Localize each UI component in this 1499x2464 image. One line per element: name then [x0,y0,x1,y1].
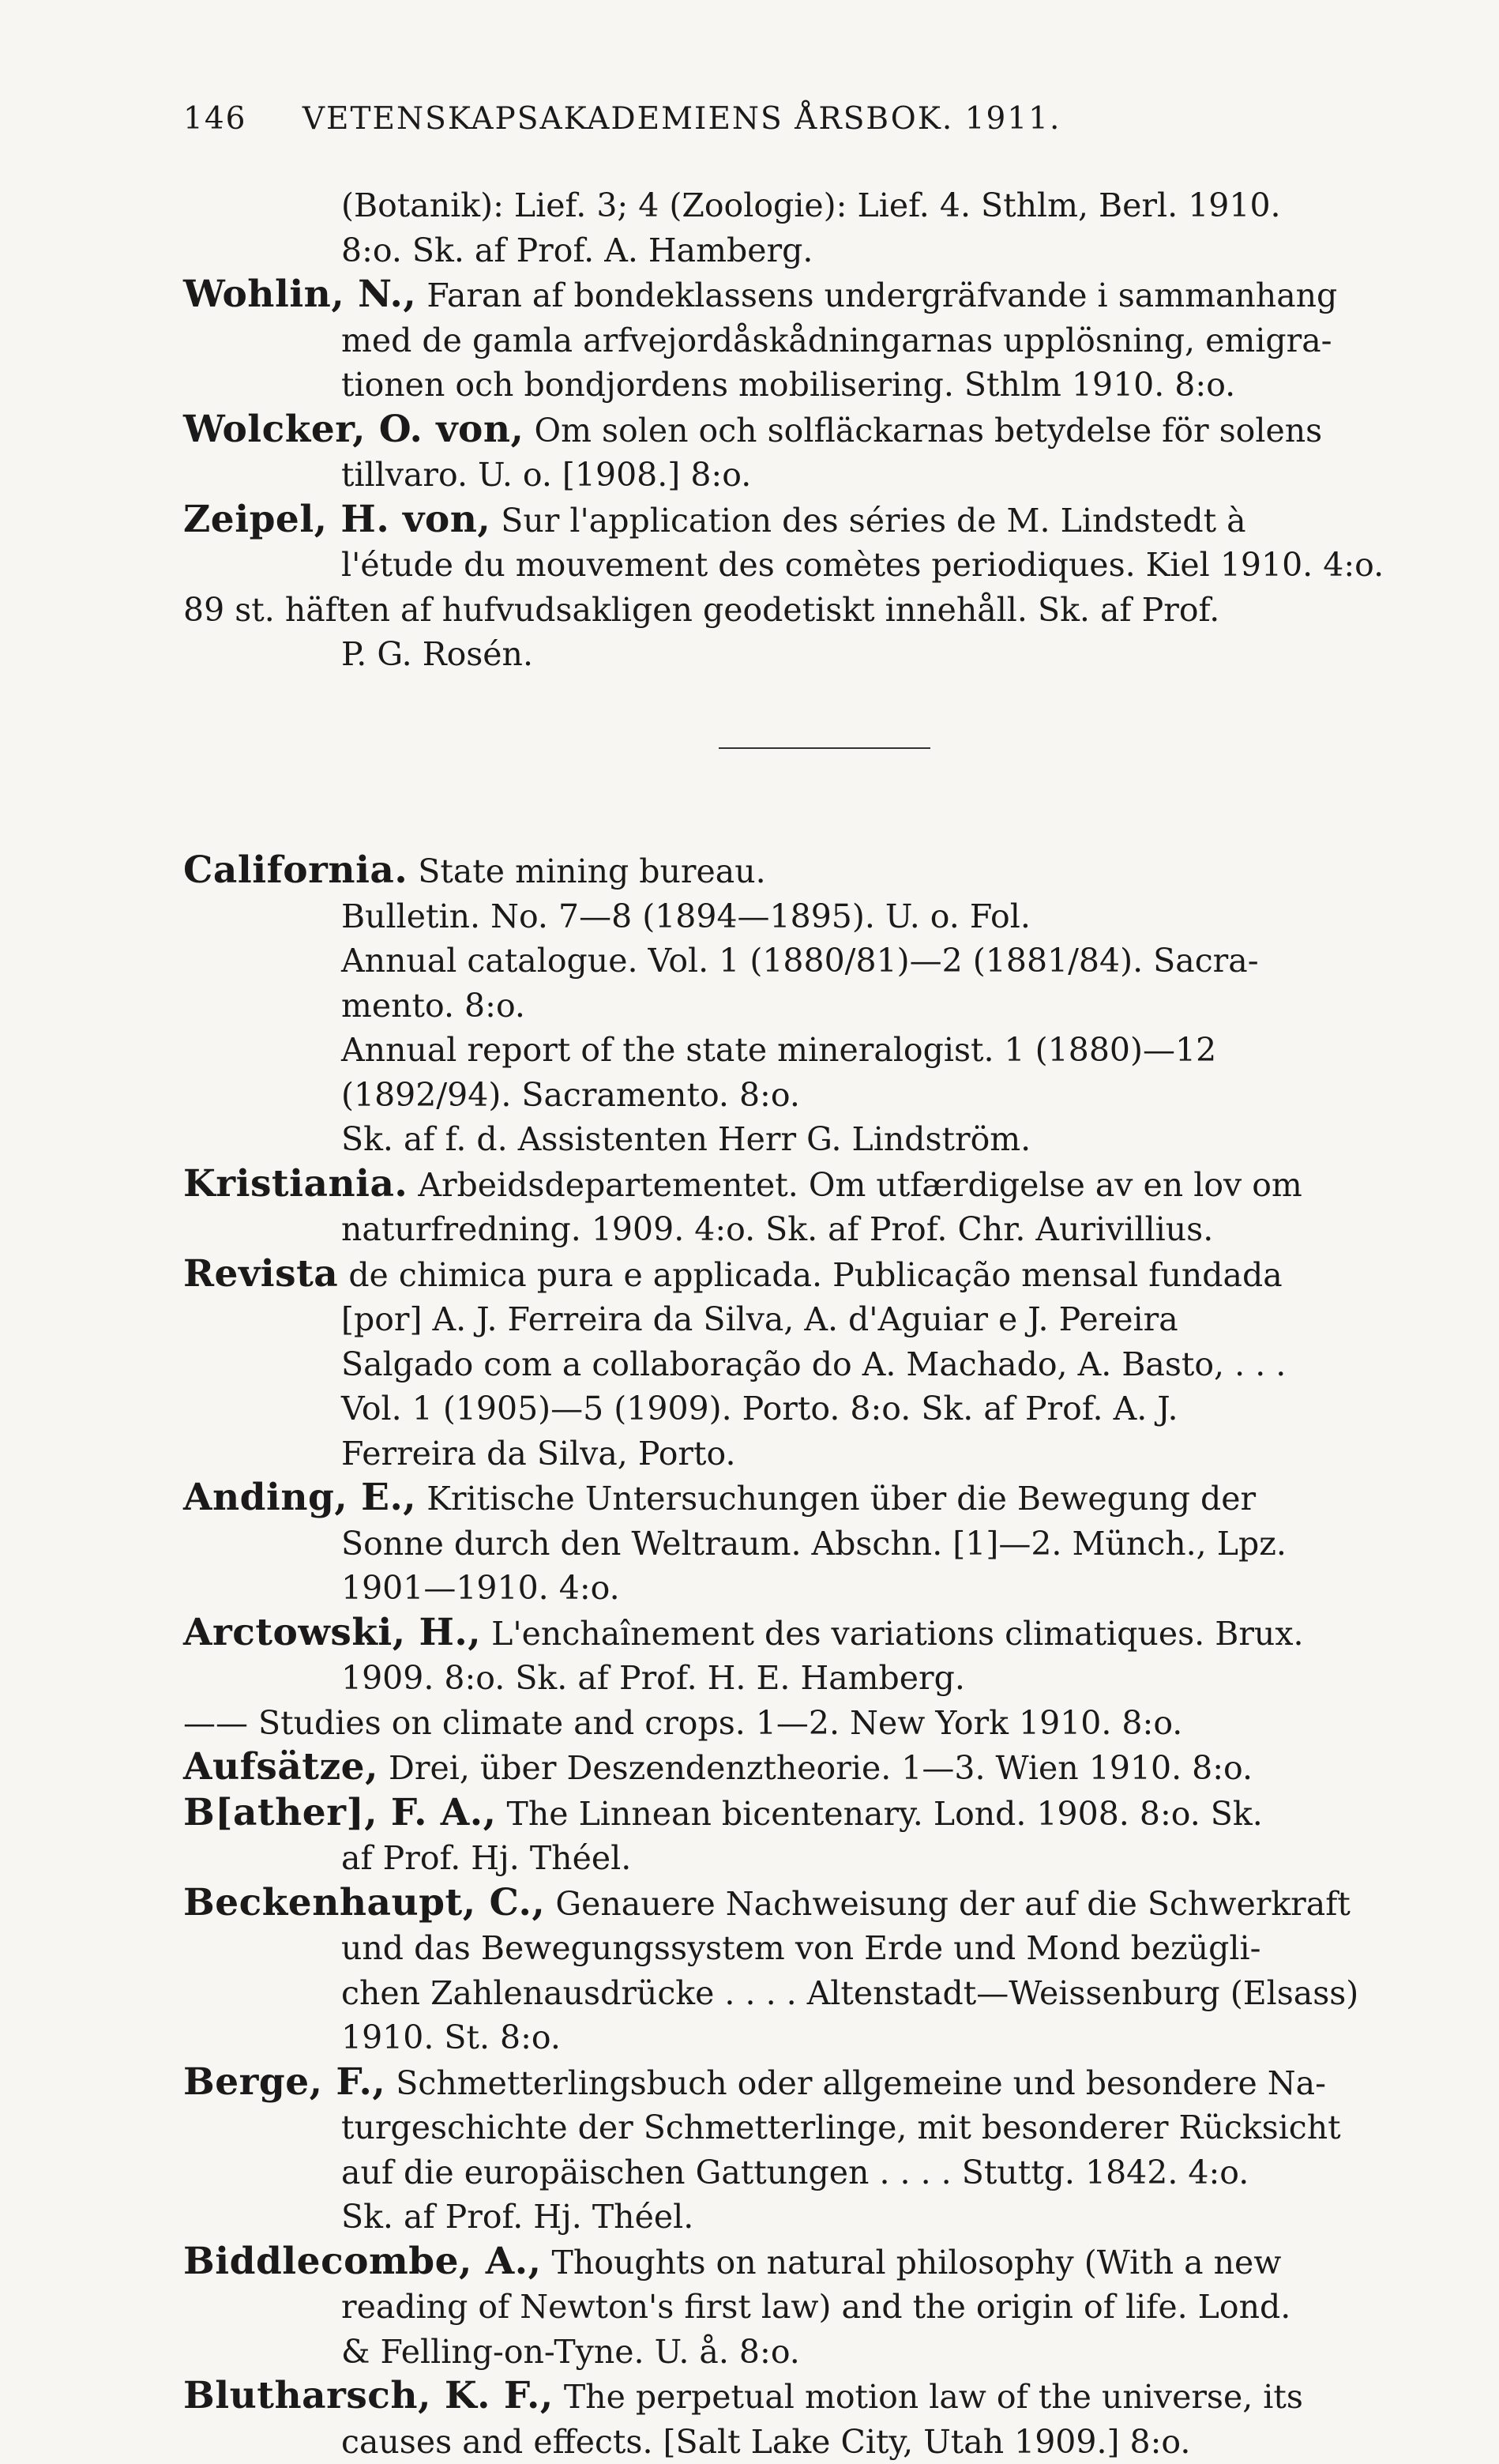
entry-text: Schmetterlingsbuch oder allgemeine und besondere Na- [396,2064,1326,2102]
entry-line [183,2330,1463,2375]
entry-text: Om solen och solfläckarnas betydelse för solens [534,412,1322,450]
entry-text: tionen och bondjordens mobilisering. Sthlm 1910. 8:o. [341,366,1235,404]
entry-text: de chimica pura e applicada. Publicação mensal fundada [348,1256,1282,1294]
entry-line [183,543,1463,588]
entry-text: Faran af bondeklassens undergräfvande i sammanhang [426,276,1337,314]
entry-text: turgeschichte der Schmetterlinge, mit besonderer Rücksicht [341,2109,1341,2146]
entry-heading: Arctowski, H., [183,1611,481,1654]
entry-line [183,1971,1463,2016]
entry-text: The perpetual motion law of the universe, its [564,2378,1303,2416]
entry-text: und das Bewegungssystem von Erde und Mond bezügli- [341,1929,1260,1967]
bibliography-entry [183,1252,1463,1477]
bibliography-entry [183,273,1463,408]
entry-line [183,1073,1463,1118]
entry-line [183,1881,1463,1927]
entry-line [183,2420,1463,2464]
entry-line [183,1611,1463,1657]
entry-line [183,1566,1463,1611]
bibliography-entry [183,2240,1463,2375]
entry-text: 1910. St. 8:o. [341,2018,561,2056]
entry-line [183,1745,1463,1791]
entry-heading: California. [183,848,408,892]
entry-text: Studies on climate and crops. 1—2. New York 1910. 8:o. [258,1704,1182,1742]
bibliography-entry [183,2374,1463,2464]
entry-line [183,939,1463,984]
bibliography-section-bottom [183,848,1463,2464]
entry-text: naturfredning. 1909. 4:o. Sk. af Prof. Chr. Aurivillius. [341,1210,1213,1248]
section-divider [719,747,930,749]
entry-text: 1901—1910. 4:o. [341,1569,620,1607]
entry-text: Bulletin. No. 7—8 (1894—1895). U. o. Fol. [341,897,1031,935]
running-title: VETENSKAPSAKADEMIENS ÅRSBOK. 1911. [302,101,1061,137]
entry-text: Sur l'application des séries de M. Lindstedt à [501,502,1245,540]
bibliography-entry [183,1881,1463,2060]
page-number: 146 [183,101,246,137]
entry-text: auf die europäischen Gattungen . . . . Stuttg. 1842. 4:o. [341,2154,1249,2191]
entry-text: Annual catalogue. Vol. 1 (1880/81)—2 (1881/84). Sacra- [341,942,1259,980]
entry-line [183,2015,1463,2060]
entry-heading: Wolcker, O. von, [183,408,524,451]
entry-heading: Blutharsch, K. F., [183,2374,554,2417]
entry-line [183,408,1463,453]
entry-line [183,363,1463,408]
entry-text: chen Zahlenausdrücke . . . . Altenstadt—Weissenburg (Elsass) [341,1974,1358,2012]
entry-line [183,1431,1463,1477]
entry-line [183,588,1463,633]
entry-heading: 89 st. [183,591,275,629]
bibliography-entry [183,1162,1463,1252]
entry-line [183,2105,1463,2150]
entry-text: (1892/94). Sacramento. 8:o. [341,1076,800,1114]
entry-heading: Wohlin, N., [183,273,416,316]
entry-line [183,984,1463,1029]
entry-heading: Anding, E., [183,1476,416,1519]
entry-line [183,1297,1463,1342]
entry-line [183,2374,1463,2420]
entry-text: P. G. Rosén. [341,635,533,673]
entry-text: causes and effects. [Salt Lake City, Utah 1909.] 8:o. [341,2423,1190,2461]
bibliography-entry [183,1791,1463,1881]
entry-line [183,1207,1463,1252]
entry-line [183,1926,1463,1971]
entry-line [183,1162,1463,1208]
entry-line [183,1342,1463,1387]
entry-line [183,2150,1463,2195]
entry-text: [por] A. J. Ferreira da Silva, A. d'Aguiar e J. Pereira [341,1300,1178,1338]
entry-line [183,2285,1463,2330]
entry-line [183,273,1463,318]
entry-line [183,228,1463,273]
bibliography-entry [183,1476,1463,1611]
bibliography-entry [183,408,1463,498]
entry-text: tillvaro. U. o. [1908.] 8:o. [341,456,751,494]
entry-text: L'enchaînement des variations climatiques. Brux. [491,1615,1303,1653]
entry-heading: Revista [183,1252,338,1296]
entry-line [183,1656,1463,1701]
entry-text: Arbeidsdepartementet. Om utfærdigelse av en lov om [418,1166,1302,1204]
entry-text: Thoughts on natural philosophy (With a new [552,2244,1282,2282]
entry-heading: —— [183,1704,248,1742]
bibliography-entry [183,498,1463,588]
bibliography-section-top [183,183,1463,677]
entry-heading: Zeipel, H. von, [183,498,490,541]
entry-line [183,894,1463,939]
entry-line [183,1476,1463,1522]
entry-text: Vol. 1 (1905)—5 (1909). Porto. 8:o. Sk. af Prof. A. J. [341,1390,1178,1428]
bibliography-entry [183,1745,1463,1791]
bibliography-entry [183,2060,1463,2240]
entry-text: häften af hufvudsakligen geodetiskt innehåll. Sk. af Prof. [285,591,1219,629]
entry-text: af Prof. Hj. Théel. [341,1839,631,1877]
entry-line [183,318,1463,363]
entry-line [183,1701,1463,1746]
bibliography-entry [183,1701,1463,1746]
bibliography-entry [183,183,1463,273]
entry-text: Annual report of the state mineralogist. 1 (1880)—12 [341,1031,1216,1069]
entry-heading: Berge, F., [183,2060,385,2104]
entry-text: 8:o. Sk. af Prof. A. Hamberg. [341,231,813,269]
entry-heading: Aufsätze, [183,1745,378,1789]
entry-line [183,498,1463,544]
entry-line [183,2060,1463,2106]
entry-heading: B[ather], F. A., [183,1791,496,1834]
entry-text: Kritische Untersuchungen über die Bewegung der [426,1480,1256,1518]
running-header [183,101,1061,137]
entry-line [183,1386,1463,1431]
entry-line [183,848,1463,894]
entry-text: & Felling-on-Tyne. U. å. 8:o. [341,2333,800,2371]
bibliography-entry [183,588,1463,677]
entry-line [183,2195,1463,2240]
entry-text: reading of Newton's first law) and the origin of life. Lond. [341,2288,1290,2326]
entry-text: Ferreira da Silva, Porto. [341,1435,736,1473]
bibliography-entry [183,1611,1463,1701]
entry-text: l'étude du mouvement des comètes periodiques. Kiel 1910. 4:o. [341,546,1384,584]
entry-line [183,1252,1463,1298]
entry-text: Sk. af f. d. Assistenten Herr G. Lindström. [341,1120,1031,1158]
entry-line [183,183,1463,228]
entry-heading: Kristiania. [183,1162,408,1206]
entry-text: Salgado com a collaboração do A. Machado, A. Basto, . . . [341,1345,1286,1383]
entry-text: Drei, über Deszendenztheorie. 1—3. Wien 1910. 8:o. [389,1749,1253,1787]
entry-text: 1909. 8:o. Sk. af Prof. H. E. Hamberg. [341,1659,965,1697]
entry-line [183,1791,1463,1837]
entry-line [183,2240,1463,2285]
entry-text: mento. 8:o. [341,987,525,1025]
entry-heading: Biddlecombe, A., [183,2240,541,2283]
entry-text: med de gamla arfvejordåskådningarnas upplösning, emigra- [341,322,1332,359]
bibliography-entry [183,848,1463,1162]
entry-line [183,632,1463,677]
entry-line [183,1522,1463,1567]
entry-text: (Botanik): Lief. 3; 4 (Zoologie): Lief. 4. Sthlm, Berl. 1910. [341,186,1281,224]
entry-line [183,1836,1463,1881]
entry-line [183,453,1463,498]
entry-text: State mining bureau. [418,852,765,890]
entry-text: Genauere Nachweisung der auf die Schwerkraft [555,1885,1351,1923]
entry-text: Sk. af Prof. Hj. Théel. [341,2198,693,2236]
entry-line [183,1117,1463,1162]
entry-heading: Beckenhaupt, C., [183,1881,545,1924]
entry-text: The Linnean bicentenary. Lond. 1908. 8:o. Sk. [507,1795,1263,1833]
entry-text: Sonne durch den Weltraum. Abschn. [1]—2. Münch., Lpz. [341,1525,1287,1563]
entry-line [183,1028,1463,1073]
